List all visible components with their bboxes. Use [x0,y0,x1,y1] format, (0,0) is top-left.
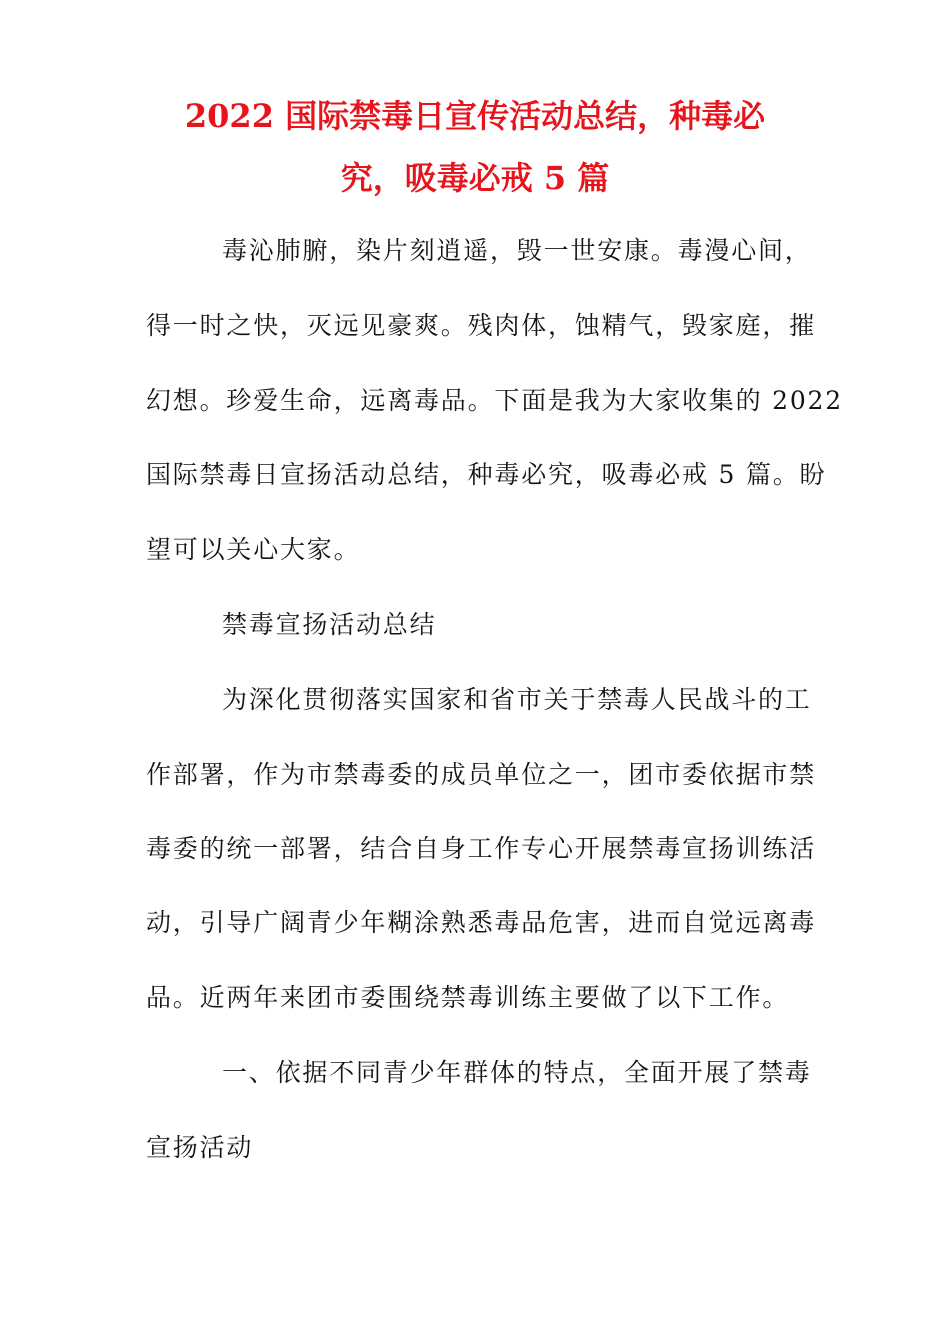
body-paragraph-line: 品。近两年来团市委围绕禁毒训练主要做了以下工作。 [146,983,790,1012]
body-paragraph-line: 动，引导广阔青少年糊涂熟悉毒品危害，进而自觉远离毒 [146,908,817,937]
subsection-heading-line: 一、依据不同青少年群体的特点，全面开展了禁毒 [222,1058,812,1087]
subsection-heading-line: 宣扬活动 [146,1133,254,1162]
intro-paragraph-line: 望可以关心大家。 [146,535,361,564]
intro-paragraph-line: 幻想。珍爱生命，远离毒品。下面是我为大家收集的 2022 [146,386,843,415]
document-title-line-1: 2022 国际禁毒日宣传活动总结，种毒必 [184,97,766,135]
intro-paragraph-line: 得一时之快，灭远见豪爽。残肉体，蚀精气，毁家庭，摧 [146,311,817,340]
body-paragraph-line: 毒委的统一部署，结合自身工作专心开展禁毒宣扬训练活 [146,834,817,863]
intro-paragraph-line: 国际禁毒日宣扬活动总结，种毒必究，吸毒必戒 5 篇。盼 [146,460,827,489]
body-paragraph-line: 为深化贯彻落实国家和省市关于禁毒人民战斗的工 [222,685,812,714]
document-title-line-2: 究，吸毒必戒 5 篇 [340,159,610,197]
section-heading: 禁毒宣扬活动总结 [222,610,437,639]
intro-paragraph-line: 毒沁肺腑，染片刻逍遥，毁一世安康。毒漫心间， [222,236,812,265]
body-paragraph-line: 作部署，作为市禁毒委的成员单位之一，团市委依据市禁 [146,760,817,789]
